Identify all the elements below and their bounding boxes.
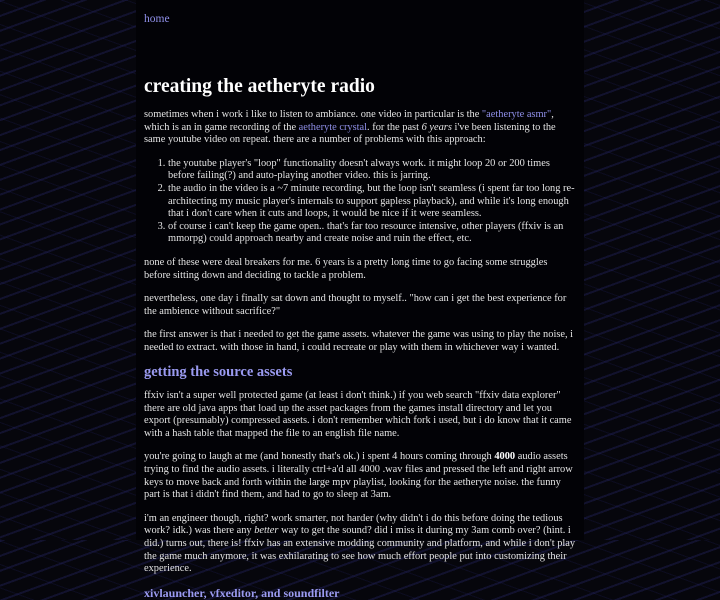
problem-item-1: 1. the youtube player's "loop" functionality doesn't always work. it might loop 20 or 200 times before failing(?) and auto-playing another video. this is jarring.	[168, 158, 576, 183]
problems-list	[144, 158, 576, 246]
engineer-text-1: i'm an engineer though, right? work smarter, not harder (why didn't i do this before doing the tedious work? idk.) was there any	[144, 512, 563, 537]
intro-emphasis: 6 years	[421, 121, 452, 133]
intro-text-3: . for the past	[367, 121, 422, 133]
laugh-text-2: audio assets trying to find the audio assets. i literally ctrl+a'd all 4000 .wav files and pressed the left and right arrow keys to move back and forth within the large mpv playlist, looking for the aetheryte noise. the funny part is that i didn't find them, and had to go to sleep at 3am.	[144, 451, 573, 501]
asset-count: 4000	[494, 451, 516, 463]
dealbreakers-paragraph: none of these were deal breakers for me. 6 years is a pretty long time to go facing some struggles before sitting down and deciding to tackle a problem.	[144, 256, 548, 281]
engineer-emphasis: better	[254, 525, 279, 537]
page-title: creating the aetheryte radio	[144, 76, 375, 97]
laugh-paragraph	[144, 451, 576, 501]
aetheryte-crystal-link[interactable]: aetheryte crystal	[298, 121, 368, 133]
ffxiv-paragraph: ffxiv isn't a super well protected game (at least i don't think.) if you web search "ffxiv data explorer" there are old java apps that load up the asset packages from the games install directory and let you export (presumably) compressed assets. i don't remember which fork i used, but i do know that it came with a hash table that mapped the file to an english file name.	[144, 390, 572, 439]
intro-paragraph	[144, 109, 576, 147]
section-heading-source-assets: getting the source assets	[144, 363, 293, 380]
content-column	[136, 0, 584, 600]
intro-text-1: sometimes when i work i like to listen to ambiance. one video in particular is the	[144, 109, 482, 120]
home-link[interactable]: home	[144, 13, 170, 25]
nevertheless-paragraph: nevertheless, one day i finally sat down and thought to myself.. "how can i get the best experience for the ambience without sacrifice?"	[144, 293, 567, 317]
engineer-paragraph	[144, 513, 576, 576]
aetheryte-asmr-link[interactable]: "aetheryte asmr"	[481, 109, 552, 120]
intro-text-2: , which is an in game recording of the	[144, 109, 554, 133]
problem-item-3: 3. of course i can't keep the game open.. that's far too resource intensive, other players (ffxiv is an mmorpg) could approach nearby and create noise and ruin the effect, etc.	[168, 221, 576, 246]
laugh-text-1: you're going to laugh at me (and honestly that's ok.) i spent 4 hours coming through	[144, 451, 495, 463]
first-answer-paragraph: the first answer is that i needed to get the game assets. whatever the game was using to play the noise, i needed to extract. with those in hand, i could recreate or play with them in whichever way i wanted.	[144, 329, 574, 353]
section-heading-tools: xivlauncher, vfxeditor, and soundfilter	[144, 585, 340, 600]
problem-item-2: 2. the audio in the video is a ~7 minute recording, but the loop isn't seamless (i spent far too long re-architecting my music player's internals to support gapless playback), and while it's long enough that i don't care when it cuts and loops, it would be nice if it were seamless.	[168, 183, 576, 221]
intro-text-4: i've been listening to the same youtube video on repeat. there are a number of problems with this approach:	[144, 121, 556, 146]
article-body	[144, 109, 576, 599]
engineer-text-2: way to get the sound? did i miss it during my 3am comb over? (hint. i did.) turns out, there is! ffxiv has an extensive modding community and platform, and while i don't play the game much anymore, it was exhilarating to see how much effort people put into customizing their experience.	[144, 525, 576, 575]
